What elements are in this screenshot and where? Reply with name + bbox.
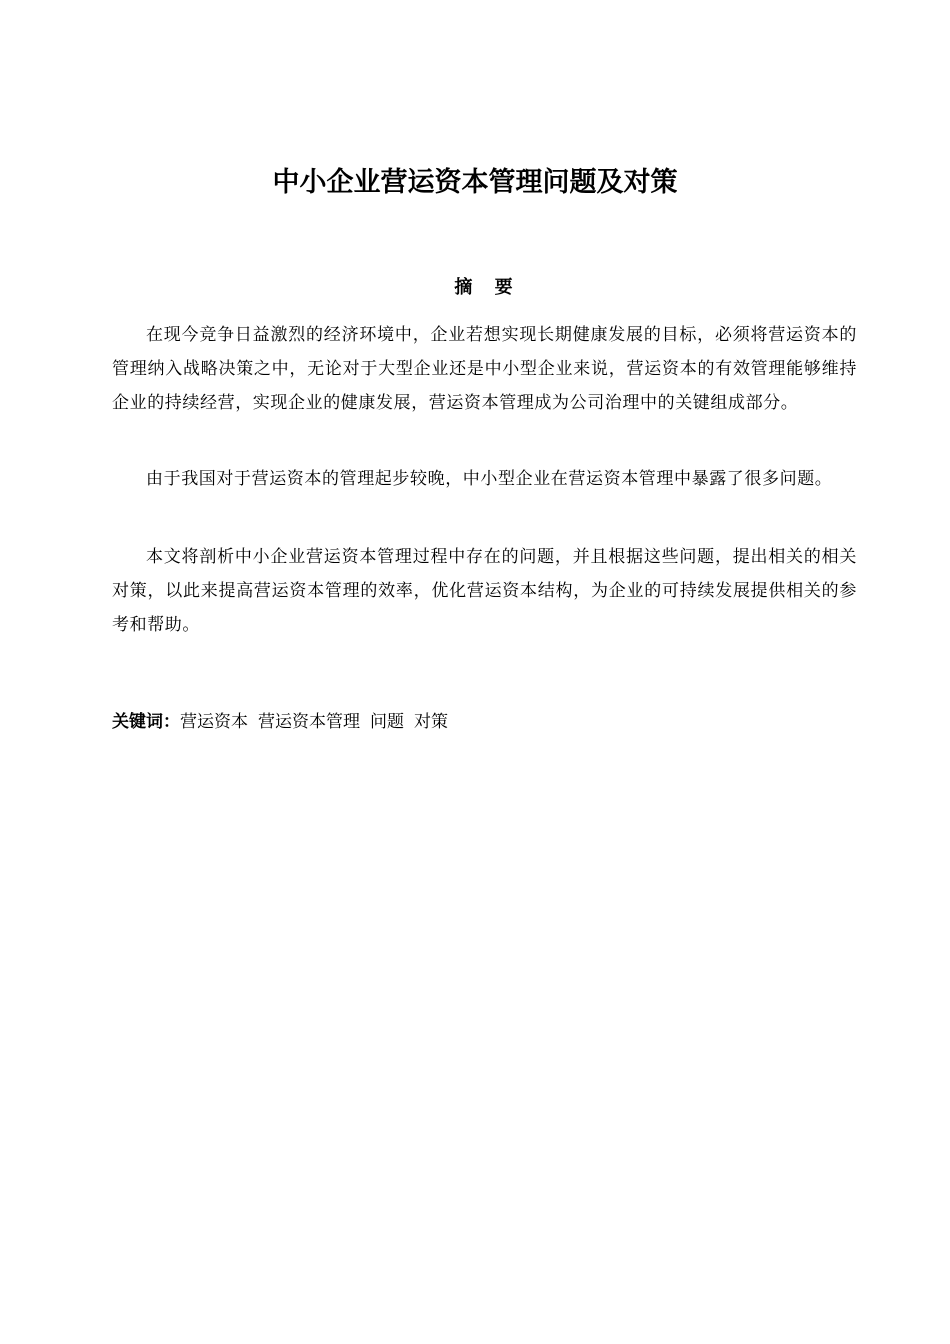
abstract-paragraph-3: 本文将剖析中小企业营运资本管理过程中存在的问题，并且根据这些问题，提出相关的相关对策，以此来提高营运资本管理的效率，优化营运资本结构，为企业的可持续发展提供相关的参考和帮助。	[112, 547, 857, 635]
keyword-item: 对策	[414, 712, 448, 732]
keywords-label: 关键词：	[112, 712, 180, 732]
keyword-item: 营运资本管理	[258, 712, 360, 732]
abstract-paragraph-1: 在现今竞争日益激烈的经济环境中，企业若想实现长期健康发展的目标，必须将营运资本的管理纳入战略决策之中，无论对于大型企业还是中小型企业来说，营运资本的有效管理能够维持企业的持续经营，实现企业的健康发展，营运资本管理成为公司治理中的关键组成部分。	[112, 325, 857, 413]
keyword-item: 问题	[370, 712, 404, 732]
document-title: 中小企业营运资本管理问题及对策	[272, 167, 678, 198]
abstract-paragraph-2: 由于我国对于营运资本的管理起步较晚，中小型企业在营运资本管理中暴露了很多问题。	[146, 469, 833, 489]
keywords-line	[112, 706, 458, 738]
keyword-item: 营运资本	[180, 712, 248, 732]
abstract-heading: 摘 要	[454, 277, 521, 298]
